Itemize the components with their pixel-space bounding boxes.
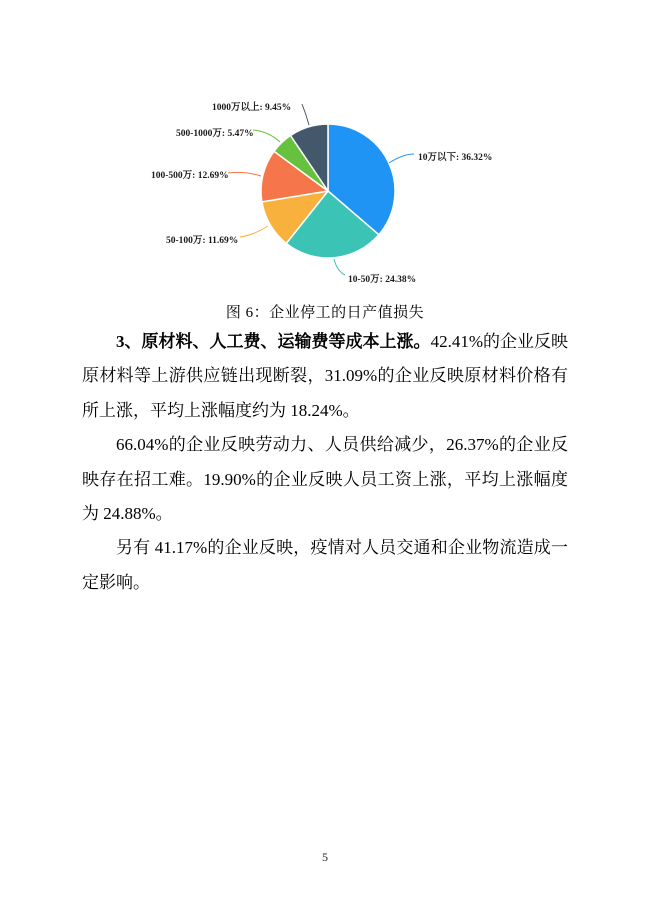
pie-leader-line-0 bbox=[389, 154, 414, 163]
page-number: 5 bbox=[322, 850, 328, 864]
pie-slice-label-0: 10万以下: 36.32% bbox=[418, 153, 493, 163]
pie-slice-label-5: 1000万以上: 9.45% bbox=[212, 103, 292, 113]
pie-chart-figure bbox=[0, 0, 650, 300]
pie-leader-line-1 bbox=[334, 259, 345, 275]
pie-slice-label-4: 500-1000万: 5.47% bbox=[176, 129, 254, 139]
body-text bbox=[82, 325, 568, 600]
paragraph-heading-run: 3、原材料、人工费、运输费等成本上涨。 bbox=[116, 332, 431, 351]
paragraph-labor-supply: 66.04%的企业反映劳动力、人员供给减少，26.37%的企业反映存在招工难。19.90%的企业反映人员工资上涨，平均上涨幅度为 24.88%。 bbox=[82, 435, 568, 524]
pie-slice-label-2: 50-100万: 11.69% bbox=[166, 236, 239, 246]
pie-chart bbox=[0, 0, 650, 300]
pie-slice-label-1: 10-50万: 24.38% bbox=[348, 275, 417, 285]
pie-leader-line-5 bbox=[302, 104, 309, 125]
paragraph-cost-increase bbox=[82, 325, 568, 428]
pie-leader-line-3 bbox=[228, 172, 261, 176]
paragraph-logistics-impact: 另有 41.17%的企业反映，疫情对人员交通和企业物流造成一定影响。 bbox=[82, 538, 568, 592]
pie-leader-line-2 bbox=[240, 226, 268, 237]
pie-leader-line-4 bbox=[253, 130, 280, 142]
pie-slice-label-3: 100-500万: 12.69% bbox=[151, 171, 229, 181]
figure-caption: 图 6：企业停工的日产值损失 bbox=[225, 305, 425, 321]
paragraph-body-run: 42.41%的企业反映原材料等上游供应链出现断裂，31.09%的企业反映原材料价格有所上涨，平均上涨幅度约为 18.24%。 bbox=[82, 332, 568, 420]
